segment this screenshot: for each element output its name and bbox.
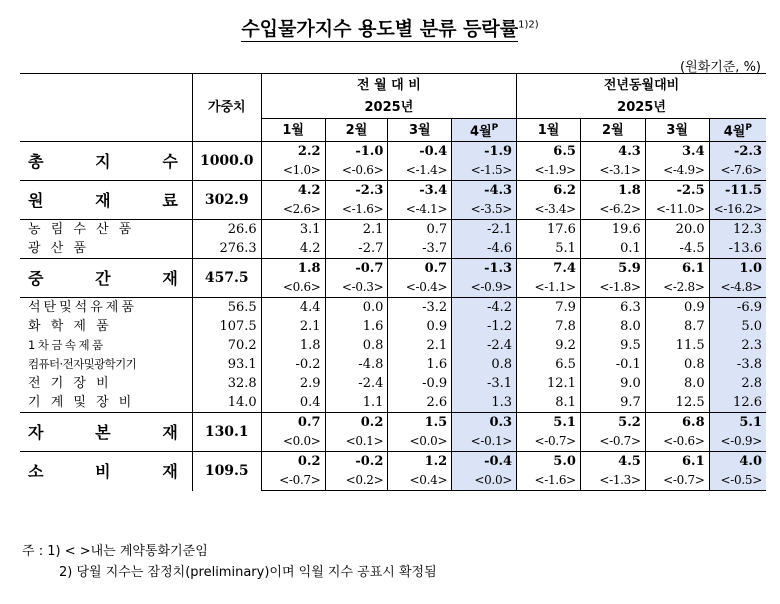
yoy-value: -0.1 <box>580 355 645 374</box>
label-char: 재 <box>162 268 178 288</box>
mom-value: -0.4 <box>388 142 452 162</box>
month-label: 2월 <box>602 122 624 138</box>
subcategory-label: 석탄및석유제품 <box>20 298 192 318</box>
mom-value: 2.2 <box>261 142 325 162</box>
yoy-value: 8.0 <box>580 317 645 336</box>
label-char: 료 <box>162 190 178 210</box>
table-row-sub <box>20 220 766 240</box>
label-char: 수 <box>162 151 178 171</box>
mom-value: 0.7 <box>388 259 452 279</box>
yoy-value: 4.3 <box>580 142 645 162</box>
yoy-value: -2.3 <box>709 142 766 162</box>
mom-value: <-0.1> <box>452 432 517 452</box>
table-row-sub <box>20 393 766 413</box>
title-footnote: 1)2) <box>518 19 539 31</box>
yoy-value: <-16.2> <box>709 200 766 220</box>
category-label-text <box>24 191 188 210</box>
weight-value: 130.1 <box>192 413 261 452</box>
mom-value: 0.8 <box>325 336 388 355</box>
yoy-value: <-11.0> <box>645 200 709 220</box>
yoy-value: <-6.2> <box>580 200 645 220</box>
weight-value: 26.6 <box>192 220 261 240</box>
import-price-table <box>20 73 766 491</box>
mom-value: 0.7 <box>388 220 452 240</box>
yoy-value: 5.0 <box>709 317 766 336</box>
yoy-value: <-0.5> <box>709 471 766 491</box>
subcategory-label: 1 차 금 속 제 품 <box>20 336 192 355</box>
weight-value: 276.3 <box>192 239 261 259</box>
mom-value: -3.2 <box>388 298 452 318</box>
yoy-value: 12.5 <box>645 393 709 413</box>
yoy-value: 5.0 <box>517 452 581 472</box>
mom-month-4-header <box>452 119 517 142</box>
mom-value: -0.2 <box>261 355 325 374</box>
yoy-year-header: 2025년 <box>617 99 666 115</box>
yoy-value: <-0.7> <box>580 432 645 452</box>
mom-value: <0.1> <box>325 432 388 452</box>
unit-note: (원화기준, %) <box>680 60 761 75</box>
mom-value: 0.8 <box>452 355 517 374</box>
weight-header: 가중치 <box>192 74 261 142</box>
yoy-value: 7.4 <box>517 259 581 279</box>
mom-value: -4.2 <box>452 298 517 318</box>
yoy-value: <-0.7> <box>645 471 709 491</box>
month-label: 4월 <box>723 124 746 140</box>
category-label <box>20 413 192 452</box>
category-label <box>20 142 192 181</box>
mom-value: -1.9 <box>452 142 517 162</box>
yoy-value: <-1.9> <box>517 161 581 181</box>
mom-value: <1.0> <box>261 161 325 181</box>
mom-value: 1.8 <box>261 259 325 279</box>
mom-value: -1.0 <box>325 142 388 162</box>
weight-value: 107.5 <box>192 317 261 336</box>
yoy-value: 6.2 <box>517 181 581 201</box>
weight-value: 302.9 <box>192 181 261 220</box>
table-row-total <box>20 142 766 162</box>
category-label-text <box>24 269 188 288</box>
mom-value: 1.6 <box>325 317 388 336</box>
label-char: 재 <box>162 462 178 482</box>
label-char: 비 <box>95 462 111 482</box>
category-label-text <box>24 152 188 171</box>
preliminary-mark: P <box>745 123 752 133</box>
table-row-sub <box>20 336 766 355</box>
yoy-value: 8.0 <box>645 374 709 393</box>
yoy-value: 7.9 <box>517 298 581 318</box>
mom-value: -3.7 <box>388 239 452 259</box>
table-row-sub <box>20 317 766 336</box>
mom-value: -2.3 <box>325 181 388 201</box>
mom-value: -1.3 <box>452 259 517 279</box>
yoy-value: 19.6 <box>580 220 645 240</box>
weight-value: 109.5 <box>192 452 261 491</box>
weight-value: 32.8 <box>192 374 261 393</box>
mom-month-3-header <box>388 119 452 142</box>
mom-value: <-1.4> <box>388 161 452 181</box>
yoy-value: <-1.6> <box>517 471 581 491</box>
yoy-value: 9.7 <box>580 393 645 413</box>
table-row-sub <box>20 239 766 259</box>
yoy-value: 0.1 <box>580 239 645 259</box>
mom-value: 0.9 <box>388 317 452 336</box>
mom-value: 1.3 <box>452 393 517 413</box>
label-char: 간 <box>95 268 111 288</box>
yoy-value: 6.3 <box>580 298 645 318</box>
label-char: 자 <box>28 422 44 442</box>
yoy-value: 6.5 <box>517 142 581 162</box>
month-label: 2월 <box>345 122 368 138</box>
label-char: 소 <box>28 462 44 482</box>
subcategory-label: 광 산 품 <box>20 239 192 259</box>
mom-value: -4.8 <box>325 355 388 374</box>
label-char: 재 <box>95 190 111 210</box>
yoy-group-header: 전년동월대비 <box>517 74 766 97</box>
yoy-value: 5.1 <box>709 413 766 433</box>
mom-value: <-0.3> <box>325 278 388 298</box>
footnotes <box>22 541 437 583</box>
category-label <box>20 259 192 298</box>
mom-value: <0.4> <box>388 471 452 491</box>
mom-group-header: 전 월 대 비 <box>261 74 516 97</box>
mom-value: <-0.9> <box>452 278 517 298</box>
yoy-value: 12.1 <box>517 374 581 393</box>
label-char: 본 <box>95 422 111 442</box>
mom-value: 0.2 <box>261 452 325 472</box>
mom-value: 1.6 <box>388 355 452 374</box>
mom-value: -2.4 <box>452 336 517 355</box>
mom-value: 3.1 <box>261 220 325 240</box>
mom-value: <0.0> <box>452 471 517 491</box>
mom-value: 2.1 <box>325 220 388 240</box>
yoy-value: <-0.7> <box>517 432 581 452</box>
subcategory-label: 컴퓨터·전자및광학기기 <box>20 355 192 374</box>
yoy-value: 0.8 <box>645 355 709 374</box>
notes-prefix: 주 : <box>22 544 44 559</box>
mom-value: 1.2 <box>388 452 452 472</box>
yoy-value: -6.9 <box>709 298 766 318</box>
mom-value: -0.7 <box>325 259 388 279</box>
yoy-value: 1.0 <box>709 259 766 279</box>
mom-value: 4.2 <box>261 239 325 259</box>
page-title <box>0 14 780 41</box>
yoy-value: 6.1 <box>645 452 709 472</box>
yoy-value: 7.8 <box>517 317 581 336</box>
yoy-value: -3.8 <box>709 355 766 374</box>
label-char: 중 <box>28 268 44 288</box>
mom-value: <-3.5> <box>452 200 517 220</box>
mom-value: 4.2 <box>261 181 325 201</box>
mom-value: -1.2 <box>452 317 517 336</box>
yoy-value: -2.5 <box>645 181 709 201</box>
month-label: 4월 <box>470 124 492 140</box>
table-row-sub <box>20 355 766 374</box>
mom-value: -2.4 <box>325 374 388 393</box>
title-text: 수입물가지수 용도별 분류 등락률 <box>241 18 519 40</box>
weight-value: 14.0 <box>192 393 261 413</box>
category-label <box>20 181 192 220</box>
mom-value: <-0.6> <box>325 161 388 181</box>
subcategory-label: 전 기 장 비 <box>20 374 192 393</box>
note-2: 2) 당월 지수는 잠정치(preliminary)이며 익월 지수 공표시 확정됨 <box>59 565 437 580</box>
table-row-consumer <box>20 452 766 472</box>
yoy-value: 9.0 <box>580 374 645 393</box>
yoy-value: -11.5 <box>709 181 766 201</box>
mom-value: 2.9 <box>261 374 325 393</box>
yoy-value: <-0.9> <box>709 432 766 452</box>
yoy-value: <-7.6> <box>709 161 766 181</box>
mom-value: 4.4 <box>261 298 325 318</box>
yoy-value: 6.8 <box>645 413 709 433</box>
yoy-value: <-4.9> <box>645 161 709 181</box>
yoy-value: 4.5 <box>580 452 645 472</box>
yoy-value: 6.1 <box>645 259 709 279</box>
mom-value: 2.6 <box>388 393 452 413</box>
yoy-value: 5.1 <box>517 413 581 433</box>
mom-value: -0.2 <box>325 452 388 472</box>
yoy-value: 1.8 <box>580 181 645 201</box>
table-row-sub <box>20 374 766 393</box>
table-row-inter <box>20 259 766 279</box>
mom-value: <0.2> <box>325 471 388 491</box>
category-label <box>20 452 192 491</box>
yoy-value: 5.1 <box>517 239 581 259</box>
yoy-value: 5.2 <box>580 413 645 433</box>
yoy-value: 11.5 <box>645 336 709 355</box>
label-char: 재 <box>162 422 178 442</box>
mom-value: <-0.4> <box>388 278 452 298</box>
yoy-value: 9.2 <box>517 336 581 355</box>
yoy-month-2-header <box>580 119 645 142</box>
label-char: 총 <box>28 151 44 171</box>
subcategory-label: 기 계 및 장 비 <box>20 393 192 413</box>
yoy-value: 2.3 <box>709 336 766 355</box>
weight-value: 56.5 <box>192 298 261 318</box>
weight-value: 70.2 <box>192 336 261 355</box>
yoy-value: <-4.8> <box>709 278 766 298</box>
yoy-month-1-header <box>517 119 581 142</box>
category-label-text <box>24 423 188 442</box>
mom-value: 0.2 <box>325 413 388 433</box>
yoy-value: 3.4 <box>645 142 709 162</box>
preliminary-mark: P <box>491 123 499 133</box>
mom-value: <-0.7> <box>261 471 325 491</box>
yoy-value: -13.6 <box>709 239 766 259</box>
mom-value: 2.1 <box>388 336 452 355</box>
yoy-value: 17.6 <box>517 220 581 240</box>
mom-value: -0.9 <box>388 374 452 393</box>
yoy-value: <-1.1> <box>517 278 581 298</box>
mom-value: -4.6 <box>452 239 517 259</box>
yoy-value: <-1.3> <box>580 471 645 491</box>
table-row-raw <box>20 181 766 201</box>
mom-value: -2.1 <box>452 220 517 240</box>
mom-value: 0.0 <box>325 298 388 318</box>
yoy-value: 20.0 <box>645 220 709 240</box>
month-label: 3월 <box>408 122 431 138</box>
yoy-value: 0.9 <box>645 298 709 318</box>
mom-value: <-4.1> <box>388 200 452 220</box>
yoy-month-4-header <box>709 119 766 142</box>
note-1: 1) < >내는 계약통화기준임 <box>47 544 208 559</box>
yoy-value: 4.0 <box>709 452 766 472</box>
weight-value: 1000.0 <box>192 142 261 181</box>
mom-value: 1.1 <box>325 393 388 413</box>
yoy-value: 9.5 <box>580 336 645 355</box>
mom-value: 1.8 <box>261 336 325 355</box>
yoy-value: 12.6 <box>709 393 766 413</box>
yoy-value: 2.8 <box>709 374 766 393</box>
yoy-value: 8.7 <box>645 317 709 336</box>
yoy-value: <-2.8> <box>645 278 709 298</box>
yoy-value: 5.9 <box>580 259 645 279</box>
subcategory-label: 농 림 수 산 품 <box>20 220 192 240</box>
subcategory-label: 화 학 제 품 <box>20 317 192 336</box>
label-char: 지 <box>95 151 111 171</box>
yoy-value: -4.5 <box>645 239 709 259</box>
mom-value: 0.3 <box>452 413 517 433</box>
yoy-value: 6.5 <box>517 355 581 374</box>
weight-value: 457.5 <box>192 259 261 298</box>
mom-month-2-header <box>325 119 388 142</box>
mom-value: 2.1 <box>261 317 325 336</box>
month-label: 1월 <box>537 122 560 138</box>
mom-value: 1.5 <box>388 413 452 433</box>
header-row-group <box>20 74 766 97</box>
yoy-value: <-0.6> <box>645 432 709 452</box>
month-label: 3월 <box>666 122 688 138</box>
yoy-value: 12.3 <box>709 220 766 240</box>
weight-value: 93.1 <box>192 355 261 374</box>
mom-value: 0.7 <box>261 413 325 433</box>
yoy-month-3-header <box>645 119 709 142</box>
mom-value: 0.4 <box>261 393 325 413</box>
mom-value: <0.6> <box>261 278 325 298</box>
mom-year-header: 2025년 <box>261 96 516 119</box>
mom-value: -3.1 <box>452 374 517 393</box>
label-char: 원 <box>28 190 44 210</box>
table-row-capital <box>20 413 766 433</box>
yoy-value: <-1.8> <box>580 278 645 298</box>
mom-value: <0.0> <box>388 432 452 452</box>
category-label-text <box>24 462 188 481</box>
mom-value: -0.4 <box>452 452 517 472</box>
yoy-value: 8.1 <box>517 393 581 413</box>
mom-value: -4.3 <box>452 181 517 201</box>
mom-value: -2.7 <box>325 239 388 259</box>
mom-value: <2.6> <box>261 200 325 220</box>
mom-month-1-header <box>261 119 325 142</box>
yoy-value: <-3.1> <box>580 161 645 181</box>
mom-value: <0.0> <box>261 432 325 452</box>
yoy-value: <-3.4> <box>517 200 581 220</box>
table-row-sub <box>20 298 766 318</box>
mom-value: <-1.6> <box>325 200 388 220</box>
mom-value: <-1.5> <box>452 161 517 181</box>
mom-value: -3.4 <box>388 181 452 201</box>
month-label: 1월 <box>282 122 304 138</box>
